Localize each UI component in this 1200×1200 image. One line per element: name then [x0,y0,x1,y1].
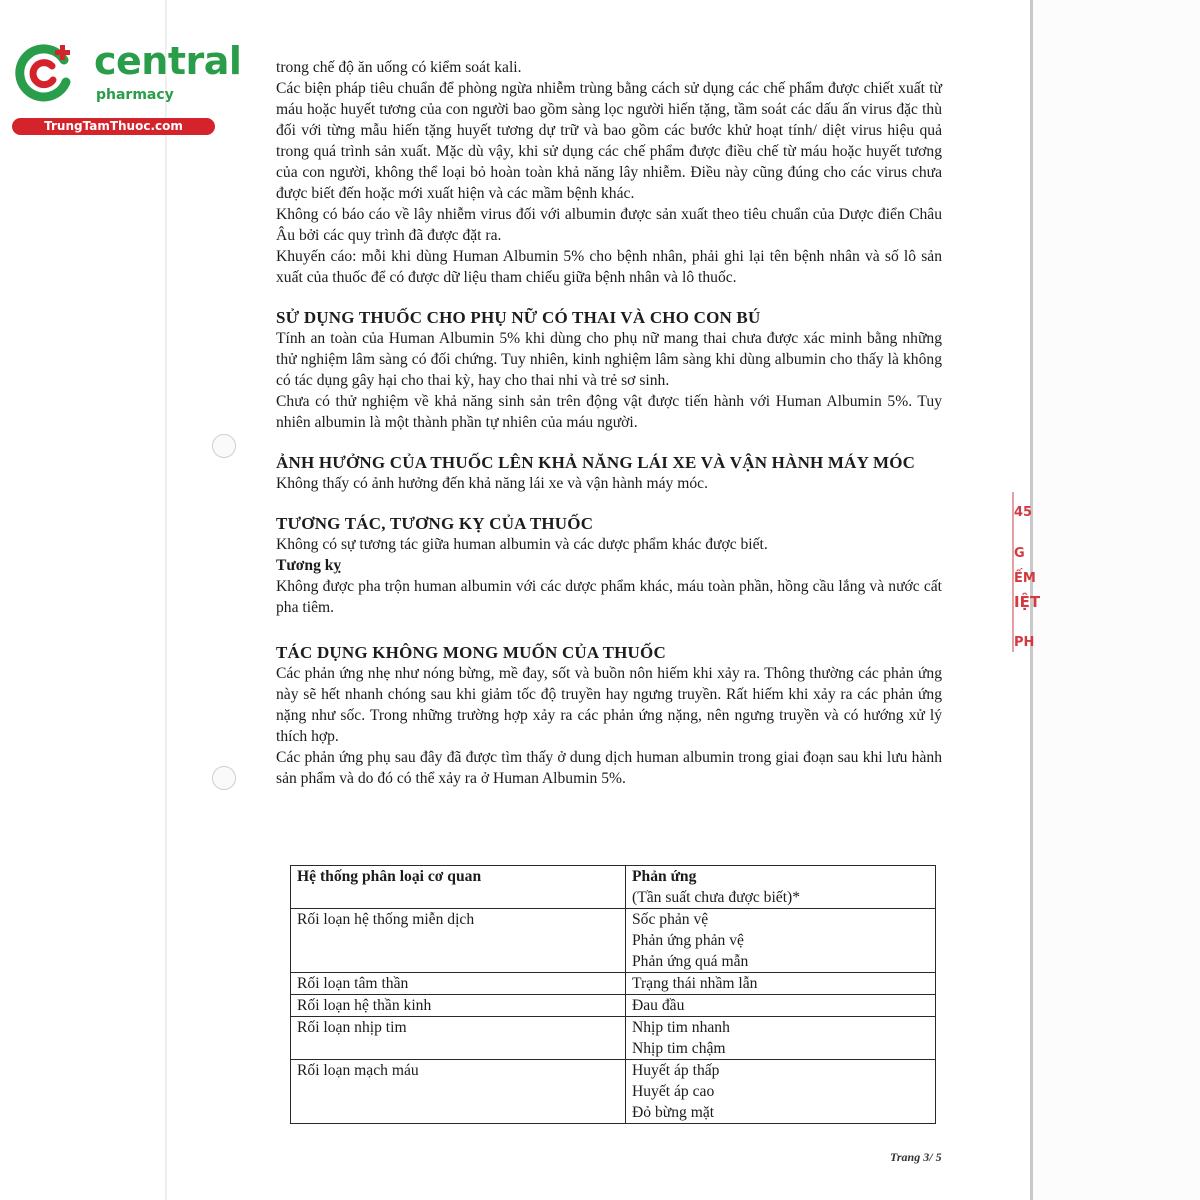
pregnancy-paragraph-2: Chưa có thử nghiệm về khả năng sinh sản trên động vật được tiến hành với Human Albumin 5%. Tuy nhiên albumin là một thành phần tự nhiên của máu người. [276,393,942,431]
reaction-item: Phản ứng quá mẫn [632,953,749,970]
intro-paragraph-3: Không có báo cáo về lây nhiễm virus đối với albumin được sản xuất theo tiêu chuẩn của Dược điển Châu Âu bởi các quy trình đã được đặt ra. [276,206,942,244]
logo-brand-text: central [94,39,242,83]
central-pharmacy-logo-icon [12,42,74,104]
logo-banner: TrungTamThuoc.com [12,118,215,135]
table-cell-organ: Rối loạn mạch máu [291,1060,626,1124]
stamp-line: IỆT [1014,593,1041,611]
stamp-line: 45 [1014,505,1033,520]
interactions-paragraph-1: Không có sự tương tác giữa human albumin và các dược phẩm khác được biết. [276,536,768,553]
page-number: Trang 3/ 5 [890,1150,942,1164]
reaction-item: Trạng thái nhầm lẫn [632,975,758,992]
table-header-row [291,866,936,909]
logo-sub-text: pharmacy [96,87,174,103]
table-row [291,1060,936,1124]
reaction-item: Huyết áp cao [632,1083,715,1100]
intro-paragraph-1: trong chế độ ăn uống có kiểm soát kali. [276,59,522,76]
table-row [291,1017,936,1060]
table-cell-reactions [626,909,936,973]
table-cell-reactions [626,973,936,995]
table-row [291,995,936,1017]
table-row [291,909,936,973]
table-cell-organ: Rối loạn hệ thống miễn dịch [291,909,626,973]
driving-paragraph: Không thấy có ảnh hưởng đến khả năng lái xe và vận hành máy móc. [276,475,708,492]
adverse-heading: TÁC DỤNG KHÔNG MONG MUỐN CỦA THUỐC [276,643,666,662]
stamp-line: ẾM [1014,571,1036,586]
intro-paragraph-2: Các biện pháp tiêu chuẩn để phòng ngừa nhiễm trùng bằng cách sử dụng các chế phẩm được chiết xuất từ máu hoặc huyết tương của con người bao gồm sàng lọc người hiến tặng, tầm soát các dấu ấn virus đặc thù đối với từng mẫu hiến tặng huyết tương dự trữ và bao gồm các bước khử hoạt tính/ diệt virus hiệu quả trong quá trình sản xuất. Mặc dù vậy, khi sử dụng các chế phẩm được điều chế từ máu hoặc huyết tương của con người, không thể loại bỏ hoàn toàn khả năng lây nhiễm. Điều này cũng đúng cho các virus chưa được biết đến hoặc mới xuất hiện và các mầm bệnh khác. [276,80,942,202]
adverse-reactions-table [290,865,936,1124]
adverse-paragraph-1: Các phản ứng nhẹ như nóng bừng, mề đay, sốt và buồn nôn hiếm khi xảy ra. Thông thường các phản ứng này sẽ hết nhanh chóng sau khi giảm tốc độ truyền hay ngưng truyền. Rất hiếm khi xảy ra các phản ứng nặng như sốc. Trong những trường hợp xảy ra các phản ứng nặng, nên ngưng truyền và có hướng xử lý thích hợp. [276,665,942,745]
stamp-line: G [1014,546,1025,561]
adjacent-page [1033,0,1200,1200]
adverse-paragraph-2: Các phản ứng phụ sau đây đã được tìm thấy ở dung dịch human albumin trong giai đoạn sau khi lưu hành sản phẩm và do đó có thể xảy ra ở Human Albumin 5%. [276,749,942,787]
table-header-reaction-title: Phản ứng [632,868,697,885]
reaction-item: Nhịp tim nhanh [632,1019,730,1036]
table-cell-reactions [626,1060,936,1124]
table-cell-reactions [626,995,936,1017]
pregnancy-heading: SỬ DỤNG THUỐC CHO PHỤ NỮ CÓ THAI VÀ CHO CON BÚ [276,308,761,327]
punch-hole-bottom [212,766,236,790]
reaction-item: Sốc phản vệ [632,911,709,928]
table-cell-organ: Rối loạn nhịp tim [291,1017,626,1060]
reaction-item: Nhịp tim chậm [632,1040,726,1057]
reaction-item: Đỏ bừng mặt [632,1104,715,1121]
table-cell-organ: Rối loạn hệ thần kinh [291,995,626,1017]
partial-stamp [1012,492,1044,652]
document-body [276,57,942,789]
table-header-reaction [626,866,936,909]
table-header-reaction-subtitle: (Tần suất chưa được biết)* [632,889,801,906]
intro-paragraph-4: Khuyến cáo: mỗi khi dùng Human Albumin 5% cho bệnh nhân, phải ghi lại tên bệnh nhân và số lô sản xuất của thuốc để có được dữ liệu tham chiếu giữa bệnh nhân và lô thuốc. [276,248,942,286]
stamp-line: PH [1014,635,1035,650]
punch-hole-top [212,434,236,458]
interactions-paragraph-2: Không được pha trộn human albumin với các dược phẩm khác, máu toàn phần, hồng cầu lắng và nước cất pha tiêm. [276,578,942,616]
pregnancy-paragraph-1: Tính an toàn của Human Albumin 5% khi dùng cho phụ nữ mang thai chưa được xác minh bằng những thử nghiệm lâm sàng có đối chứng. Tuy nhiên, kinh nghiệm lâm sàng khi dùng albumin cho thấy là không có tác dụng gây hại cho thai kỳ, hay cho thai nhi và trẻ sơ sinh. [276,330,942,389]
table-cell-organ: Rối loạn tâm thần [291,973,626,995]
table-row [291,973,936,995]
reaction-item: Đau đầu [632,997,685,1014]
reaction-item: Huyết áp thấp [632,1062,720,1079]
page-shadow [165,0,167,1200]
incompatibility-subheading: Tương kỵ [276,557,342,574]
table-header-organ: Hệ thống phân loại cơ quan [291,866,626,909]
central-pharmacy-logo[interactable] [8,38,242,138]
driving-heading: ẢNH HƯỞNG CỦA THUỐC LÊN KHẢ NĂNG LÁI XE VÀ VẬN HÀNH MÁY MÓC [276,453,916,472]
reaction-item: Phản ứng phản vệ [632,932,744,949]
table-cell-reactions [626,1017,936,1060]
interactions-heading: TƯƠNG TÁC, TƯƠNG KỴ CỦA THUỐC [276,514,594,533]
